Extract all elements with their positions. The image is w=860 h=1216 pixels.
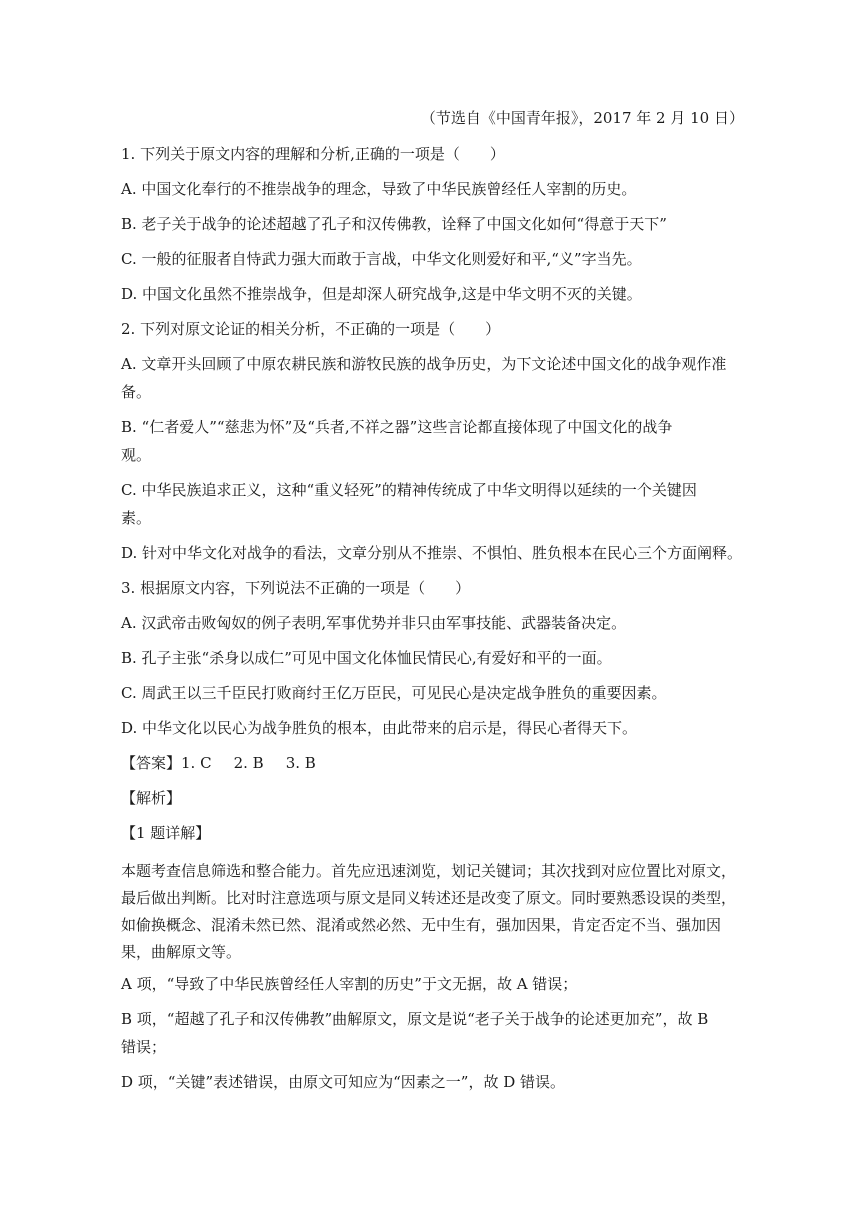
question-2-option-c-line1: C. 中华民族追求正义，这种“重义轻死”的精神传统成了中华文明得以延续的一个关键因 (121, 481, 697, 499)
question-3-stem: 3. 根据原文内容，下列说法不正确的一项是（ ） (121, 579, 471, 597)
answer-item: 1. C (181, 754, 212, 772)
paragraph-line: 本题考查信息筛选和整合能力。首先应迅速浏览，划记关键词；其次找到对应位置比对原文， (121, 862, 737, 880)
question-1-option-d: D. 中国文化虽然不推崇战争，但是却深人研究战争,这是中华文明不灭的关键。 (121, 285, 642, 303)
question-2-option-b-line1: B. “仁者爱人”“慈悲为怀”及“兵者,不祥之器”这些言论都直接体现了中国文化的战争 (121, 418, 673, 436)
question-2-option-d: D. 针对中华文化对战争的看法，文章分别从不推崇、不惧怕、胜负根本在民心三个方面阐释。 (121, 544, 743, 562)
question-1-stem: 1. 下列关于原文内容的理解和分析,正确的一项是（ ） (121, 145, 505, 163)
question-1-option-c: C. 一般的征服者自恃武力强大而敢于言战，中华文化则爱好和平,“义”字当先。 (121, 250, 642, 268)
source-citation: （节选自《中国青年报》，2017 年 2 月 10 日） (420, 109, 744, 127)
answer-item: 3. B (285, 754, 316, 772)
paragraph-line: 果，曲解原文等。 (121, 943, 242, 961)
question-1-option-b: B. 老子关于战争的论述超越了孔子和汉传佛教，诠释了中国文化如何“得意于天下” (121, 215, 667, 233)
detail-1-option-b-line2: 错误； (121, 1038, 167, 1056)
question-3-option-b: B. 孔子主张“杀身以成仁”可见中国文化体恤民情民心,有爱好和平的一面。 (121, 649, 612, 667)
question-2-option-a-line2: 备。 (121, 383, 152, 401)
detail-1-label: 【1 题详解】 (121, 824, 211, 842)
question-2-option-c-line2: 素。 (121, 509, 152, 527)
question-3-option-a: A. 汉武帝击败匈奴的例子表明,军事优势并非只由军事技能、武器装备决定。 (121, 614, 627, 632)
document-content (121, 144, 741, 1107)
answer-label: 【答案】 (121, 754, 182, 772)
detail-1-option-d: D 项，“关键”表述错误，由原文可知应为“因素之一”，故 D 错误。 (121, 1073, 566, 1091)
question-3-option-d: D. 中华文化以民心为战争胜负的根本，由此带来的启示是，得民心者得天下。 (121, 719, 638, 737)
detail-1-option-a: A 项，“导致了中华民族曾经任人宰割的历史”于文无据，故 A 错误； (121, 975, 578, 993)
answer-item: 2. B (233, 754, 264, 772)
detail-1-option-b-line1: B 项，“超越了孔子和汉传佛教”曲解原文，原文是说“老子关于战争的论述更加充”，故 B (121, 1010, 709, 1028)
analysis-label: 【解析】 (121, 789, 182, 807)
question-2-option-a-line1: A. 文章开头回顾了中原农耕民族和游牧民族的战争历史，为下文论述中国文化的战争观作准 (121, 355, 727, 373)
question-2-option-b-line2: 观。 (121, 446, 152, 464)
detail-1-paragraph (121, 858, 741, 966)
question-1-option-a: A. 中国文化奉行的不推崇战争的理念，导致了中华民族曾经任人宰割的历史。 (121, 180, 637, 198)
question-2-stem: 2. 下列对原文论证的相关分析，不正确的一项是（ ） (121, 320, 501, 338)
paragraph-line: 如偷换概念、混淆未然已然、混淆或然必然、无中生有，强加因果，肯定否定不当、强加因 (121, 916, 722, 934)
answer-line (121, 753, 741, 773)
question-3-option-c: C. 周武王以三千臣民打败商纣王亿万臣民，可见民心是决定战争胜负的重要因素。 (121, 684, 667, 702)
paragraph-line: 最后做出判断。比对时注意选项与原文是同义转述还是改变了原文。同时要熟悉设误的类型， (121, 889, 737, 907)
